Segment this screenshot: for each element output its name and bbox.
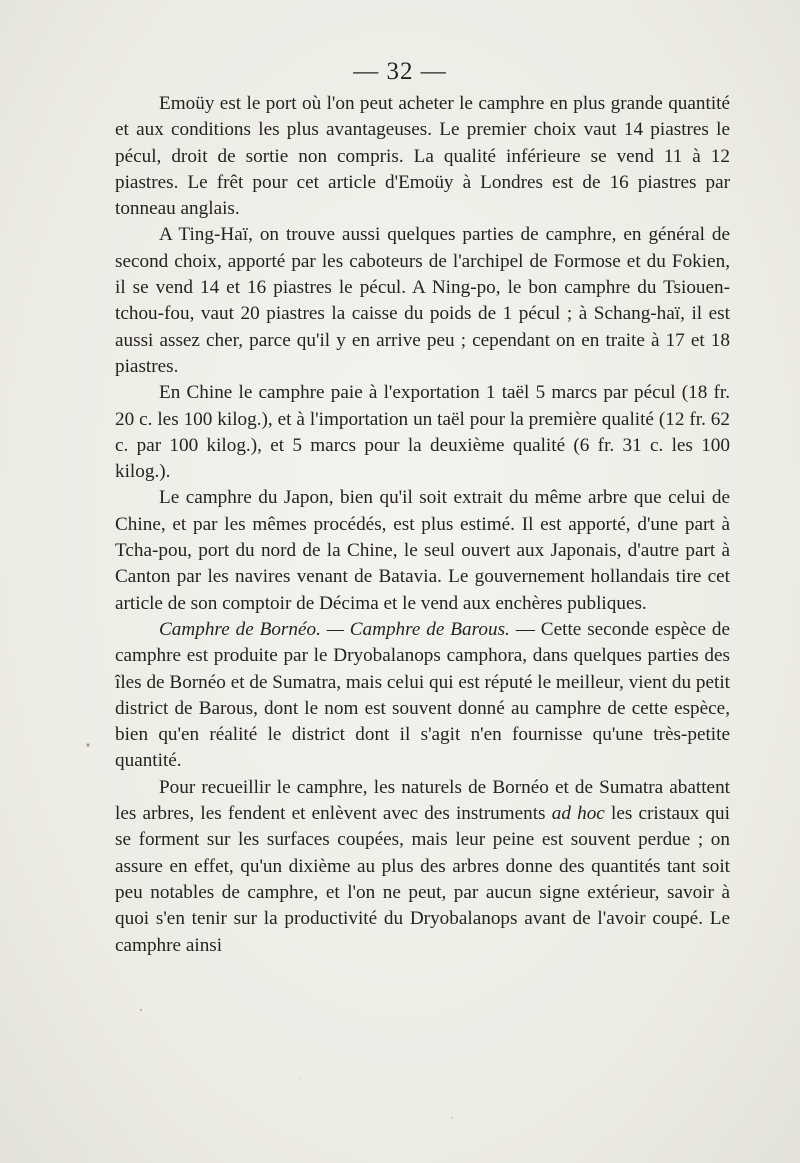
- paragraph-ting-hai: A Ting-Haï, on trouve aussi quelques parties de camphre, en général de second choix, apporté par les caboteurs de l'archipel de Formose et du Fokien, il se vend 14 et 16 piastres le pécul. A Ning-po, le bon camphre du Tsiouen-tchou-fou, vaut 20 piastres la caisse du poids de 1 pécul ; à Schang-haï, il est aussi assez cher, parce qu'il y en arrive peu ; cependant on en traite à 17 et 18 piastres.: [115, 224, 730, 377]
- section-heading-camphre-borneo: Camphre de Bornéo. — Camphre de Barous.: [159, 618, 510, 640]
- paragraph-borneo-text: — Cette seconde espèce de camphre est produite par le Dryobalanops camphora, dans quelques parties des îles de Bornéo et de Sumatra, mais celui qui est réputé le meilleur, vient du petit district de Barous, dont le nom est souvent donné au camphre de cette espèce, bien qu'en réalité le district dont il s'agit n'en fournisse qu'une très-petite quantité.: [115, 618, 731, 772]
- paragraph-chine-export: En Chine le camphre paie à l'exportation 1 taël 5 marcs par pécul (18 fr. 20 c. les 100 kilog.), et à l'importation un taël pour la première qualité (12 fr. 62 c. par 100 kilog.), et 5 marcs pour la deuxième qualité (6 fr. 31 c. les 100 kilog.).: [115, 382, 730, 483]
- paragraph-borneo: [115, 617, 730, 775]
- paragraph-recueillir-text-after: les cristaux qui se forment sur les surfaces coupées, mais leur peine est souvent perdue ; on assure en effet, qu'un dixième au plus des arbres donne des quantités tant soit peu notables de camphre, et l'on ne peut, par aucun signe extérieur, savoir à quoi s'en tenir sur la productivité du Dryobalanops avant de l'avoir coupé. Le camphre ainsi: [115, 803, 730, 956]
- paragraph-japon: Le camphre du Japon, bien qu'il soit extrait du même arbre que celui de Chine, et par les mêmes procédés, est plus estimé. Il est apporté, d'une part à Tcha-pou, port du nord de la Chine, le seul ouvert aux Japonais, d'autre part à Canton par les navires venant de Batavia. Le gouvernement hollandais tire cet article de son comptoir de Décima et le vend aux enchères publiques.: [115, 487, 730, 614]
- page-number: — 32 —: [353, 58, 447, 85]
- paragraph-recueillir-text-before: Pour recueillir le camphre, les naturels de Bornéo et de Sumatra abattent les arbres, les fendent et enlèvent avec des instruments: [115, 776, 730, 825]
- paragraph-recueillir: [115, 775, 730, 959]
- italic-ad-hoc: ad hoc: [551, 803, 605, 825]
- body-text: [115, 91, 730, 959]
- paragraph-emouy: Emoüy est le port où l'on peut acheter le camphre en plus grande quantité et aux conditions les plus avantageuses. Le premier choix vaut 14 piastres le pécul, droit de sortie non compris. La qualité inférieure se vend 11 à 12 piastres. Le frêt pour cet article d'Emoüy à Londres est de 16 piastres par tonneau anglais.: [115, 93, 730, 220]
